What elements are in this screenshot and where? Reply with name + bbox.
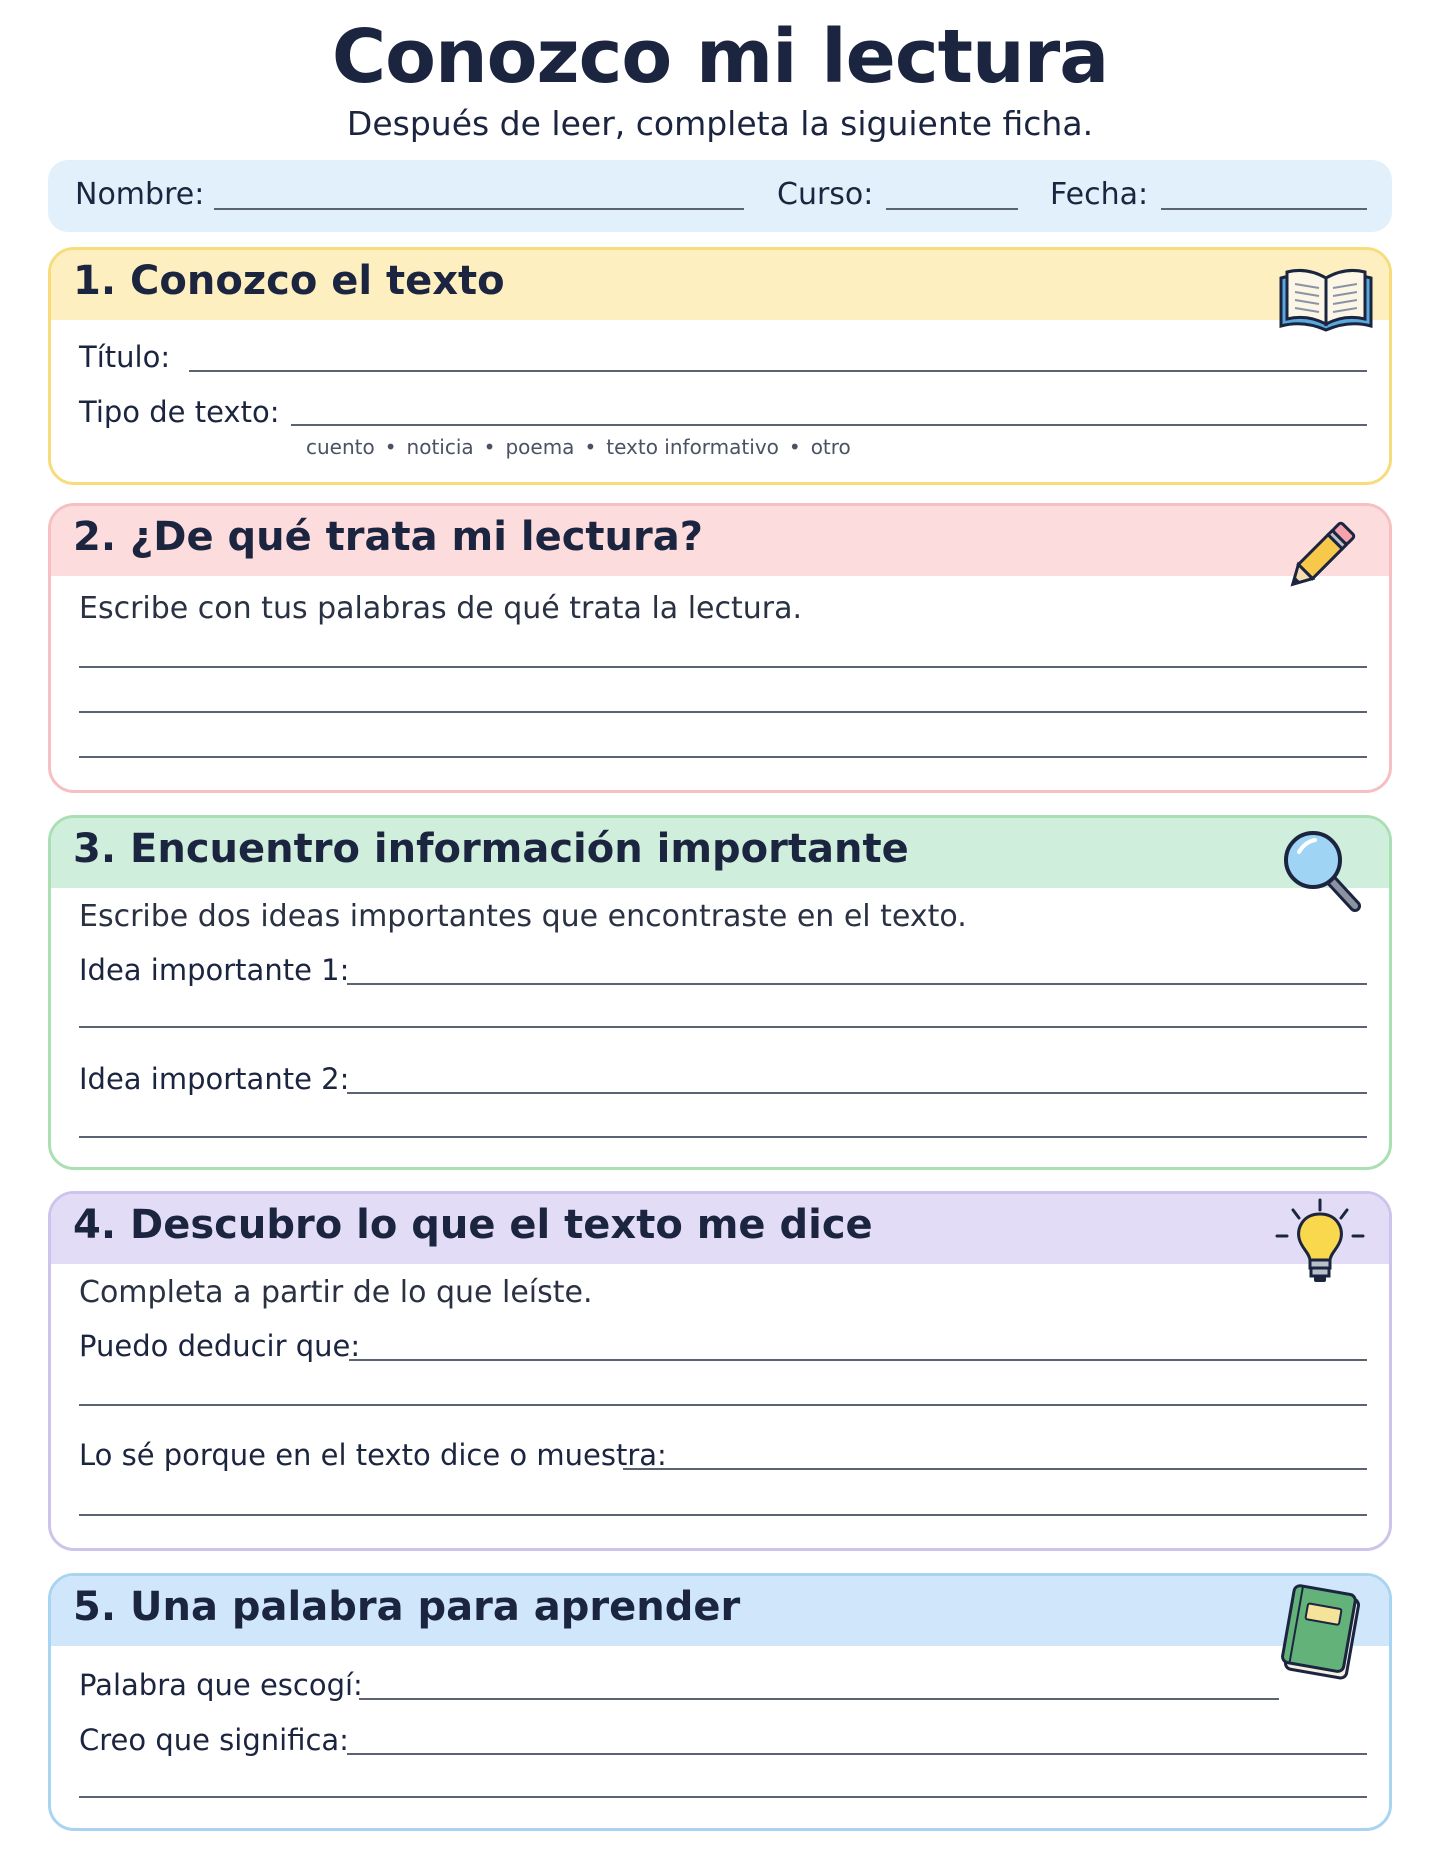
option-cuento[interactable]: cuento: [306, 435, 375, 459]
student-info-bar: [48, 160, 1392, 232]
page-subtitle: Después de leer, completa la siguiente ficha.: [346, 104, 1094, 143]
because-line[interactable]: [623, 1468, 1367, 1470]
meaning-line[interactable]: [347, 1753, 1367, 1755]
section-4-header: [51, 1194, 1389, 1264]
section-3-number: 3.: [73, 826, 117, 872]
section-4-instruction: Completa a partir de lo que leíste.: [79, 1275, 593, 1310]
deduce-label: Puedo deducir que:: [79, 1329, 361, 1363]
pencil-icon: [1281, 516, 1361, 596]
section-2-card: [48, 503, 1392, 793]
section-3-instruction: Escribe dos ideas importantes que encontraste en el texto.: [79, 899, 967, 934]
section-4-card: [48, 1191, 1392, 1551]
section-3-title: [73, 826, 909, 872]
section-5-title-text: Una palabra para aprender: [130, 1584, 741, 1630]
summary-line-3[interactable]: [79, 756, 1367, 758]
section-5-number: 5.: [73, 1584, 117, 1630]
option-texto-informativo[interactable]: texto informativo: [606, 435, 779, 459]
word-line[interactable]: [359, 1698, 1279, 1700]
section-5-header: [51, 1576, 1389, 1646]
word-label: Palabra que escogí:: [79, 1668, 363, 1702]
idea-2-label: Idea importante 2:: [79, 1062, 350, 1096]
idea-1-line[interactable]: [347, 983, 1367, 985]
lightbulb-icon: [1273, 1198, 1367, 1290]
section-4-title-text: Descubro lo que el texto me dice: [130, 1202, 873, 1248]
date-label: Fecha:: [1050, 177, 1149, 212]
page-title: Conozco mi lectura: [331, 14, 1109, 100]
name-line[interactable]: [214, 208, 744, 210]
section-2-header: [51, 506, 1389, 576]
deduce-line[interactable]: [349, 1359, 1367, 1361]
section-2-title: [73, 514, 703, 560]
text-title-label: Título:: [79, 340, 171, 374]
section-4-title: [73, 1202, 873, 1248]
idea-1-label: Idea importante 1:: [79, 953, 350, 987]
option-poema[interactable]: poema: [505, 435, 575, 459]
summary-line-1[interactable]: [79, 666, 1367, 668]
text-type-line[interactable]: [291, 424, 1367, 426]
summary-line-2[interactable]: [79, 711, 1367, 713]
open-book-icon: [1277, 264, 1375, 336]
section-2-instruction: Escribe con tus palabras de qué trata la lectura.: [79, 591, 803, 626]
idea-2-line[interactable]: [347, 1092, 1367, 1094]
because-label: Lo sé porque en el texto dice o muestra:: [79, 1438, 667, 1472]
section-1-header: [51, 250, 1389, 320]
section-3-title-text: Encuentro información importante: [130, 826, 909, 872]
idea-2-line-2[interactable]: [79, 1136, 1367, 1138]
deduce-line-2[interactable]: [79, 1404, 1367, 1406]
closed-book-icon: [1277, 1584, 1365, 1684]
course-line[interactable]: [886, 208, 1018, 210]
text-title-line[interactable]: [189, 370, 1367, 372]
magnifying-glass-icon: [1279, 826, 1363, 914]
section-2-title-text: ¿De qué trata mi lectura?: [130, 514, 703, 560]
option-noticia[interactable]: noticia: [406, 435, 474, 459]
course-label: Curso:: [777, 177, 874, 212]
meaning-label: Creo que significa:: [79, 1723, 349, 1757]
date-line[interactable]: [1161, 208, 1367, 210]
option-otro[interactable]: otro: [810, 435, 851, 459]
section-1-title: [73, 258, 505, 304]
section-1-title-text: Conozco el texto: [130, 258, 505, 304]
text-type-options: cuento • noticia • poema • texto informativo • otro: [306, 435, 851, 459]
because-line-2[interactable]: [79, 1514, 1367, 1516]
section-3-card: [48, 815, 1392, 1170]
section-3-header: [51, 818, 1389, 888]
section-5-card: [48, 1573, 1392, 1831]
meaning-line-2[interactable]: [79, 1796, 1367, 1798]
section-1-card: [48, 247, 1392, 485]
section-1-number: 1.: [73, 258, 117, 304]
idea-1-line-2[interactable]: [79, 1026, 1367, 1028]
name-label: Nombre:: [75, 177, 205, 212]
text-type-label: Tipo de texto:: [79, 395, 280, 429]
section-5-title: [73, 1584, 740, 1630]
section-4-number: 4.: [73, 1202, 117, 1248]
section-2-number: 2.: [73, 514, 117, 560]
